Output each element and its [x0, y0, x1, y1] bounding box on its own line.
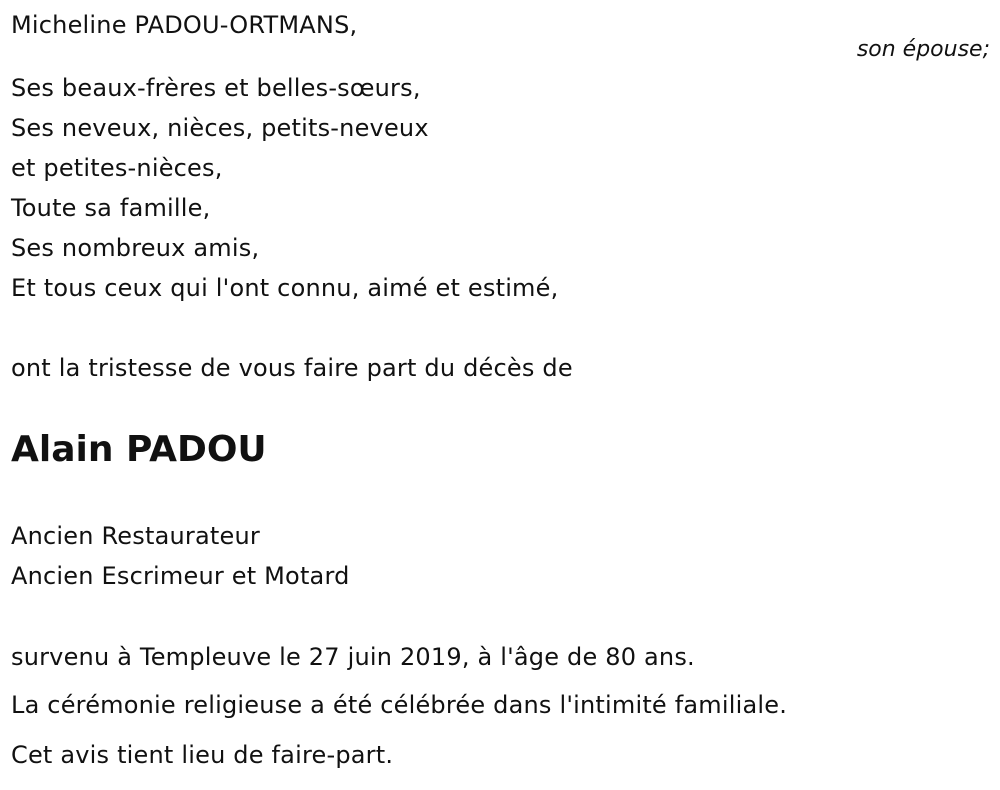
deceased-name: Alain PADOU: [11, 429, 267, 470]
family-line: Toute sa famille,: [11, 194, 211, 222]
family-line: et petites-nièces,: [11, 154, 223, 182]
announcer-relation: son épouse;: [856, 37, 990, 62]
family-line: Ses beaux-frères et belles-sœurs,: [11, 74, 421, 102]
deceased-title: Ancien Restaurateur: [11, 522, 260, 550]
ceremony-text: La cérémonie religieuse a été célébrée dans l'intimité familiale.: [11, 691, 788, 719]
deceased-title: Ancien Escrimeur et Motard: [11, 562, 350, 590]
announcer-name: Micheline PADOU-ORTMANS,: [11, 11, 358, 39]
family-line: Ses neveux, nièces, petits-neveux: [11, 114, 429, 142]
family-line: Et tous ceux qui l'ont connu, aimé et estimé,: [11, 274, 559, 302]
family-line: Ses nombreux amis,: [11, 234, 260, 262]
announcement-text: ont la tristesse de vous faire part du décès de: [11, 354, 573, 382]
death-details: survenu à Templeuve le 27 juin 2019, à l'âge de 80 ans.: [11, 643, 695, 671]
closing-text: Cet avis tient lieu de faire-part.: [11, 741, 394, 769]
